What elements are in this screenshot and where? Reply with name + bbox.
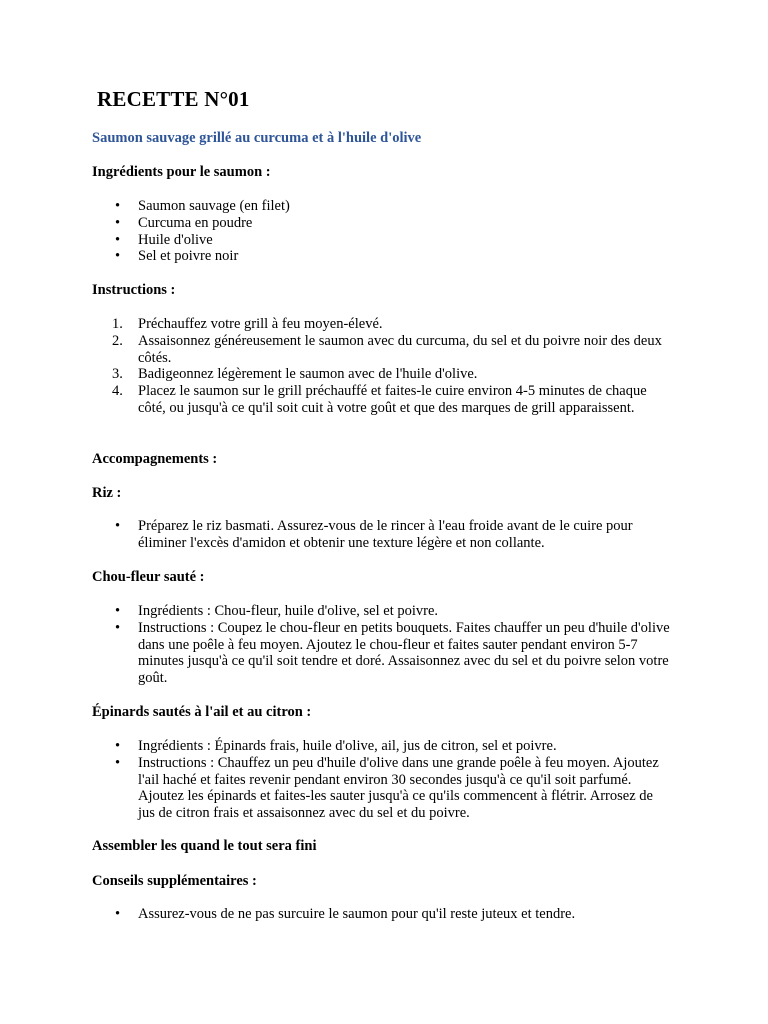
ingredients-list [92,198,672,265]
step-text: Préchauffez votre grill à feu moyen-élevé. [138,316,383,332]
instructions-list [92,316,672,417]
ingredient-text: Huile d'olive [138,231,213,248]
bullet-icon: • [115,603,121,619]
list-item [92,366,672,383]
epinards-heading: Épinards sautés à l'ail et au citron : [92,704,312,720]
accompaniments-heading: Accompagnements : [92,451,218,467]
list-item [92,232,672,249]
list-item [92,383,672,417]
bullet-icon: • [115,754,121,771]
list-item [92,906,672,923]
conseils-text: Assurez-vous de ne pas surcuire le saumon pour qu'il reste juteux et tendre. [138,906,576,922]
list-item [92,603,672,620]
bullet-icon: • [115,214,121,231]
conseils-heading: Conseils supplémentaires : [92,873,257,889]
riz-heading: Riz : [92,485,122,501]
instructions-heading: Instructions : [92,282,176,298]
bullet-icon: • [115,518,121,534]
list-item [92,333,672,367]
ingredient-text: Saumon sauvage (en filet) [138,198,290,214]
step-text: Placez le saumon sur le grill préchauffé et faites-le cuire environ 4-5 minutes de chaque côté, ou jusqu'à ce qu'il soit cuit à votre goût et que des marques de grill apparaissent. [138,383,647,416]
bullet-icon: • [115,248,121,265]
list-item [92,248,672,265]
ingredients-heading: Ingrédients pour le saumon : [92,164,271,180]
step-number: 3. [112,366,123,383]
list-item [92,215,672,232]
epinards-text: Instructions : Chauffez un peu d'huile d'olive dans une grande poêle à feu moyen. Ajoutez l'ail haché et faites revenir pendant environ 30 secondes jusqu'à ce qu'il soit parfumé. Ajoutez les épinards et faites-les sauter jusqu'à ce qu'ils commencent à flétrir. Arrosez de jus de citron frais et assaisonnez avec du sel et du poivre. [138,754,659,822]
bullet-icon: • [115,738,121,754]
list-item [92,620,672,687]
conseils-list [92,906,672,923]
riz-text: Préparez le riz basmati. Assurez-vous de le rincer à l'eau froide avant de le cuire pour éliminer l'excès d'amidon et obtenir une texture légère et non collante. [138,518,633,551]
step-text: Badigeonnez légèrement le saumon avec de l'huile d'olive. [138,366,478,383]
bullet-icon: • [115,906,121,922]
bullet-icon: • [115,198,121,214]
riz-list [92,518,672,552]
step-number: 2. [112,332,123,349]
recipe-title: RECETTE N°01 [97,87,250,111]
step-text: Assaisonnez généreusement le saumon avec du curcuma, du sel et du poivre noir des deux côtés. [138,332,662,366]
ingredient-text: Sel et poivre noir [138,248,239,265]
list-item [92,198,672,215]
chou-fleur-text: Ingrédients : Chou-fleur, huile d'olive, sel et poivre. [138,603,439,619]
list-item [92,518,672,552]
ingredient-text: Curcuma en poudre [138,214,253,231]
assembler-heading: Assembler les quand le tout sera fini [92,838,317,854]
chou-fleur-list [92,603,672,687]
epinards-list [92,738,672,822]
bullet-icon: • [115,231,121,248]
epinards-text: Ingrédients : Épinards frais, huile d'olive, ail, jus de citron, sel et poivre. [138,738,557,754]
chou-fleur-heading: Chou-fleur sauté : [92,569,205,585]
recipe-subtitle: Saumon sauvage grillé au curcuma et à l'huile d'olive [92,130,422,146]
chou-fleur-text: Instructions : Coupez le chou-fleur en petits bouquets. Faites chauffer un peu d'huile d'olive dans une poêle à feu moyen. Ajoutez le chou-fleur et faites sauter pendant environ 5-7 minutes jusqu'à ce qu'il soit tendre et doré. Assaisonnez avec du sel et du poivre selon votre goût. [138,619,670,687]
step-number: 4. [112,383,123,400]
list-item [92,316,672,333]
step-number: 1. [112,316,123,332]
list-item [92,755,672,822]
list-item [92,738,672,755]
bullet-icon: • [115,619,121,636]
